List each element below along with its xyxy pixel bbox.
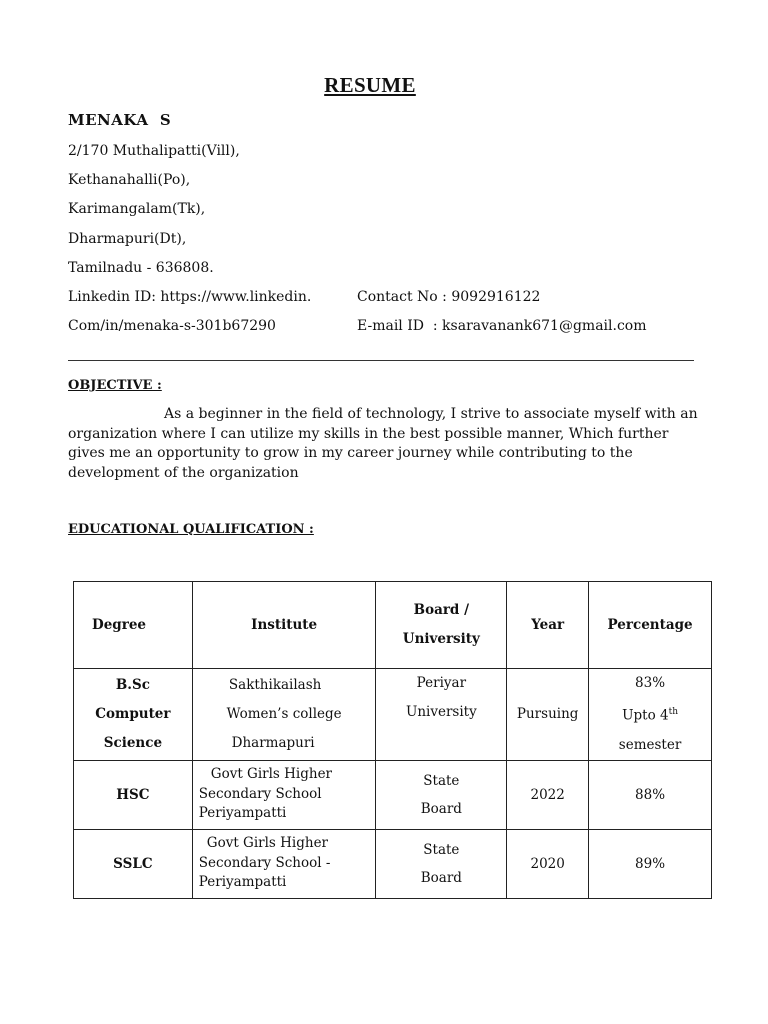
education-table (73, 581, 712, 899)
degree-cell: SSLC (74, 829, 193, 898)
institute-cell (192, 669, 376, 761)
percentage-cell: 89% (589, 829, 712, 898)
institute-line: Sakthikailash (228, 676, 322, 693)
table-row (74, 669, 712, 761)
address-line-4: Dharmapuri(Dt), (68, 231, 187, 247)
address-line-5: Tamilnadu - 636808. (68, 260, 214, 276)
education-heading: EDUCATIONAL QUALIFICATION : (68, 522, 314, 537)
header-institute (192, 582, 376, 669)
percentage-upto: Upto 4 (622, 707, 669, 724)
board-line: State (423, 841, 460, 858)
institute-line: Govt Girls Higher (206, 835, 329, 852)
email-address: E-mail ID : ksaravanank671@gmail.com (357, 318, 647, 334)
percentage-cell (589, 669, 712, 761)
institute-line: Women’s college (226, 705, 342, 722)
degree-line: Computer (95, 705, 171, 722)
header-percentage: Percentage (589, 582, 712, 669)
header-board-line-2: University (402, 631, 480, 647)
percentage-cell: 88% (589, 760, 712, 829)
address-line-1: 2/170 Muthalipatti(Vill), (68, 143, 240, 159)
year-cell: Pursuing (507, 669, 589, 761)
percentage-line (589, 698, 711, 731)
table-header-row (74, 582, 712, 669)
header-institute-label: Institute (251, 617, 318, 633)
linkedin-line-2: Com/in/menaka-s-301b67290 (68, 318, 276, 334)
degree-line: Science (103, 734, 163, 751)
year-cell: 2022 (507, 760, 589, 829)
degree-line: B.Sc (115, 676, 150, 693)
degree-cell: HSC (74, 760, 193, 829)
board-line: University (405, 704, 477, 720)
institute-line: Dharmapuri (231, 734, 315, 751)
degree-cell (74, 669, 193, 761)
address-line-3: Karimangalam(Tk), (68, 201, 206, 217)
table-row (74, 760, 712, 829)
section-divider (68, 360, 694, 361)
contact-number: Contact No : 9092916122 (357, 289, 541, 305)
percentage-superscript: th (668, 707, 678, 717)
institute-cell (192, 760, 376, 829)
board-line: Board (420, 800, 462, 817)
header-degree: Degree (74, 582, 193, 669)
board-cell (376, 829, 507, 898)
linkedin-line-1: Linkedin ID: https://www.linkedin. (68, 289, 312, 305)
year-cell: 2020 (507, 829, 589, 898)
resume-title: RESUME (324, 73, 416, 97)
header-board (376, 582, 507, 669)
institute-line: Secondary School (198, 785, 322, 802)
institute-line: Periyampatti (198, 805, 287, 822)
institute-line: Govt Girls Higher (210, 766, 333, 783)
board-line: Periyar (416, 675, 467, 691)
percentage-line: semester (618, 736, 682, 753)
board-line: State (423, 772, 460, 789)
table-row (74, 829, 712, 898)
objective-text: As a beginner in the field of technology, I strive to associate myself with an organization where I can utilize my skills in the best possible manner, Which further gives me an opportunity to grow in my career journey while contributing to the development of the organization (68, 406, 698, 481)
header-board-line-1: Board / (413, 602, 470, 618)
header-year: Year (507, 582, 589, 669)
institute-cell (192, 829, 376, 898)
board-cell (376, 669, 507, 761)
objective-heading: OBJECTIVE : (68, 378, 162, 393)
percentage-line: 83% (635, 675, 666, 691)
address-line-2: Kethanahalli(Po), (68, 172, 191, 188)
board-cell (376, 760, 507, 829)
institute-line: Secondary School - (198, 854, 331, 871)
candidate-name: MENAKA S (68, 111, 172, 129)
objective-paragraph (68, 405, 708, 483)
institute-line: Periyampatti (198, 874, 287, 891)
board-line: Board (420, 869, 462, 886)
